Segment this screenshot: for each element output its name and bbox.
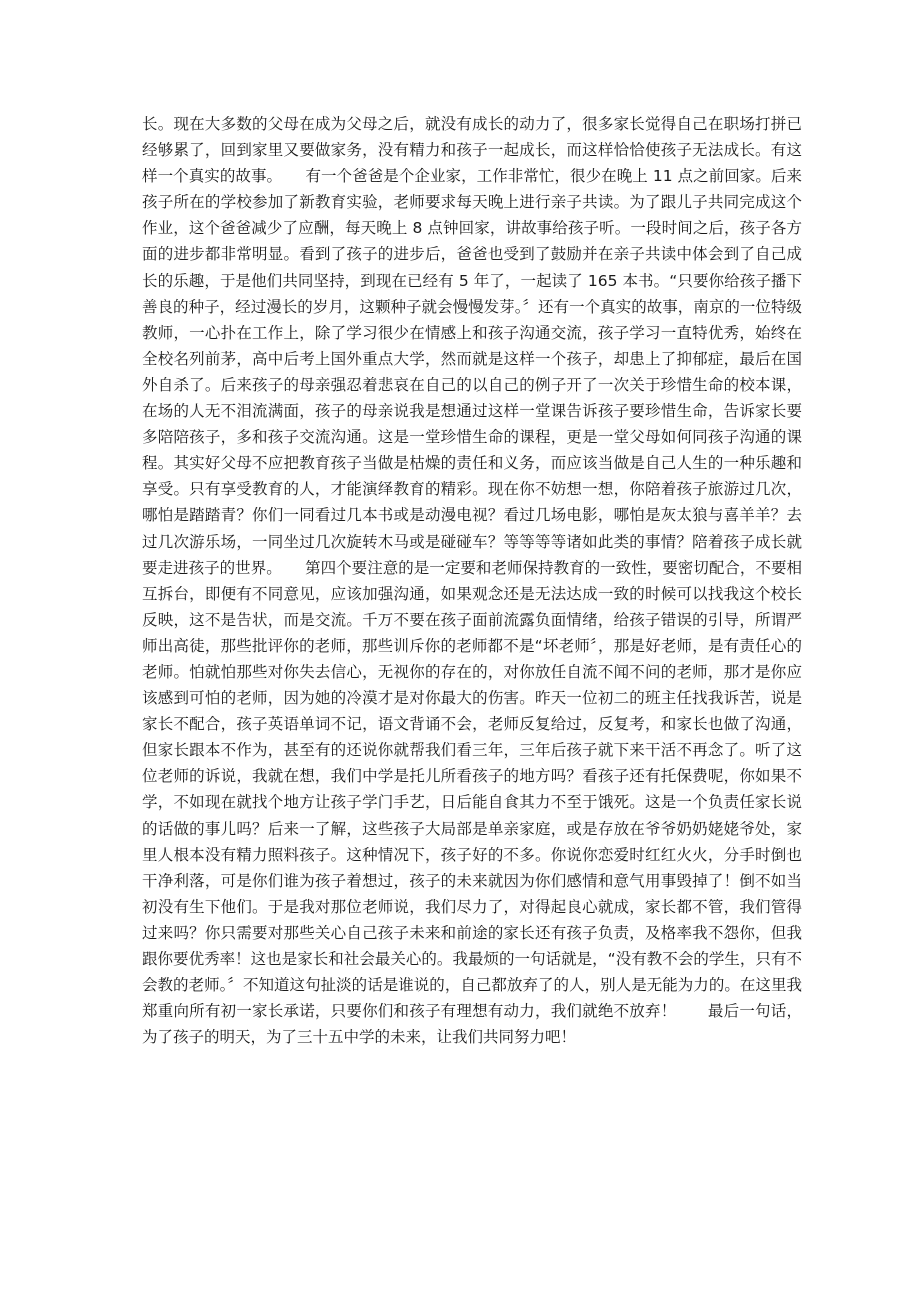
body-paragraph: 长。现在大多数的父母在成为父母之后，就没有成长的动力了，很多家长觉得自己在职场打拼已经够累了，回到家里又要做家务，没有精力和孩子一起成长，而这样恰恰使孩子无法成长。有这样一个真实的故事。 有一个爸爸是个企业家，工作非常忙，很少在晚上 11 点之前回家。后来孩子所在的学校参加了新教育实验，老师要求每天晚上进行亲子共读。为了跟儿子共同完成这个作业，这个爸爸减少了应酬，每天晚上 8 点钟回家，讲故事给孩子听。一段时间之后，孩子各方面的进步都非常明显。看到了孩子的进步后，爸爸也受到了鼓励并在亲子共读中体会到了自己成长的乐趣，于是他们共同坚持，到现在已经有 5 年了，一起读了 165 本书。“只要你给孩子播下善良的种子，经过漫长的岁月，这颗种子就会慢慢发芽。〞还有一个真实的故事，南京的一位特级教师，一心扑在工作上，除了学习很少在情感上和孩子沟通交流，孩子学习一直特优秀，始终在全校名列前茅，高中后考上国外重点大学，然而就是这样一个孩子，却患上了抑郁症，最后在国外自杀了。后来孩子的母亲强忍着悲哀在自己的以自己的例子开了一次关于珍惜生命的校本课，在场的人无不泪流满面，孩子的母亲说我是想通过这样一堂课告诉孩子要珍惜生命，告诉家长要多陪陪孩子，多和孩子交流沟通。这是一堂珍惜生命的课程，更是一堂父母如何同孩子沟通的课程。其实好父母不应把教育孩子当做是枯燥的责任和义务，而应该当做是自己人生的一种乐趣和享受。只有享受教育的人，才能演绎教育的精彩。现在你不妨想一想，你陪着孩子旅游过几次，哪怕是踏踏青？你们一同看过几本书或是动漫电视？看过几场电影，哪怕是灰太狼与喜羊羊？去过几次游乐场，一同坐过几次旋转木马或是碰碰车？等等等等诸如此类的事情？陪着孩子成长就要走进孩子的世界。 第四个要注意的是一定要和老师保持教育的一致性，要密切配合，不要相互拆台，即便有不同意见，应该加强沟通，如果观念还是无法达成一致的时候可以找我这个校长反映，这不是告状，而是交流。千万不要在孩子面前流露负面情绪，给孩子错误的引导，所谓严师出高徒，那些批评你的老师，那些训斥你的老师都不是“坏老师〞，那是好老师，是有责任心的老师。怕就怕那些对你失去信心，无视你的存在的，对你放任自流不闻不问的老师，那才是你应该感到可怕的老师，因为她的冷漠才是对你最大的伤害。昨天一位初二的班主任找我诉苦，说是家长不配合，孩子英语单词不记，语文背诵不会，老师反复给过，反复考，和家长也做了沟通，但家长跟本不作为，甚至有的还说你就帮我们看三年，三年后孩子就下来干活不再念了。听了这位老师的诉说，我就在想，我们中学是托儿所看孩子的地方吗？看孩子还有托保费呢，你如果不学，不如现在就找个地方让孩子学门手艺，日后能自食其力不至于饿死。这是一个负责任家长说的话做的事儿吗？后来一了解，这些孩子大局部是单亲家庭，或是存放在爷爷奶奶姥姥爷处，家里人根本没有精力照料孩子。这种情况下，孩子好的不多。你说你恋爱时红红火火，分手时倒也干净利落，可是你们谁为孩子着想过，孩子的未来就因为你们感情和意气用事毁掉了！倒不如当初没有生下他们。于是我对那位老师说，我们尽力了，对得起良心就成，家长都不管，我们管得过来吗？你只需要对那些关心自己孩子未来和前途的家长还有孩子负责，及格率我不怨你，但我跟你要优秀率！这也是家长和社会最关心的。我最烦的一句话就是，“没有教不会的学生，只有不会教的老师。〞不知道这句扯淡的话是谁说的，自己都放弃了的人，别人是无能为力的。在这里我郑重向所有初一家长承诺，只要你们和孩子有理想有动力，我们就绝不放弃！ 最后一句话，为了孩子的明天，为了三十五中学的未来，让我们共同努力吧！ <box>142 115 802 1047</box>
